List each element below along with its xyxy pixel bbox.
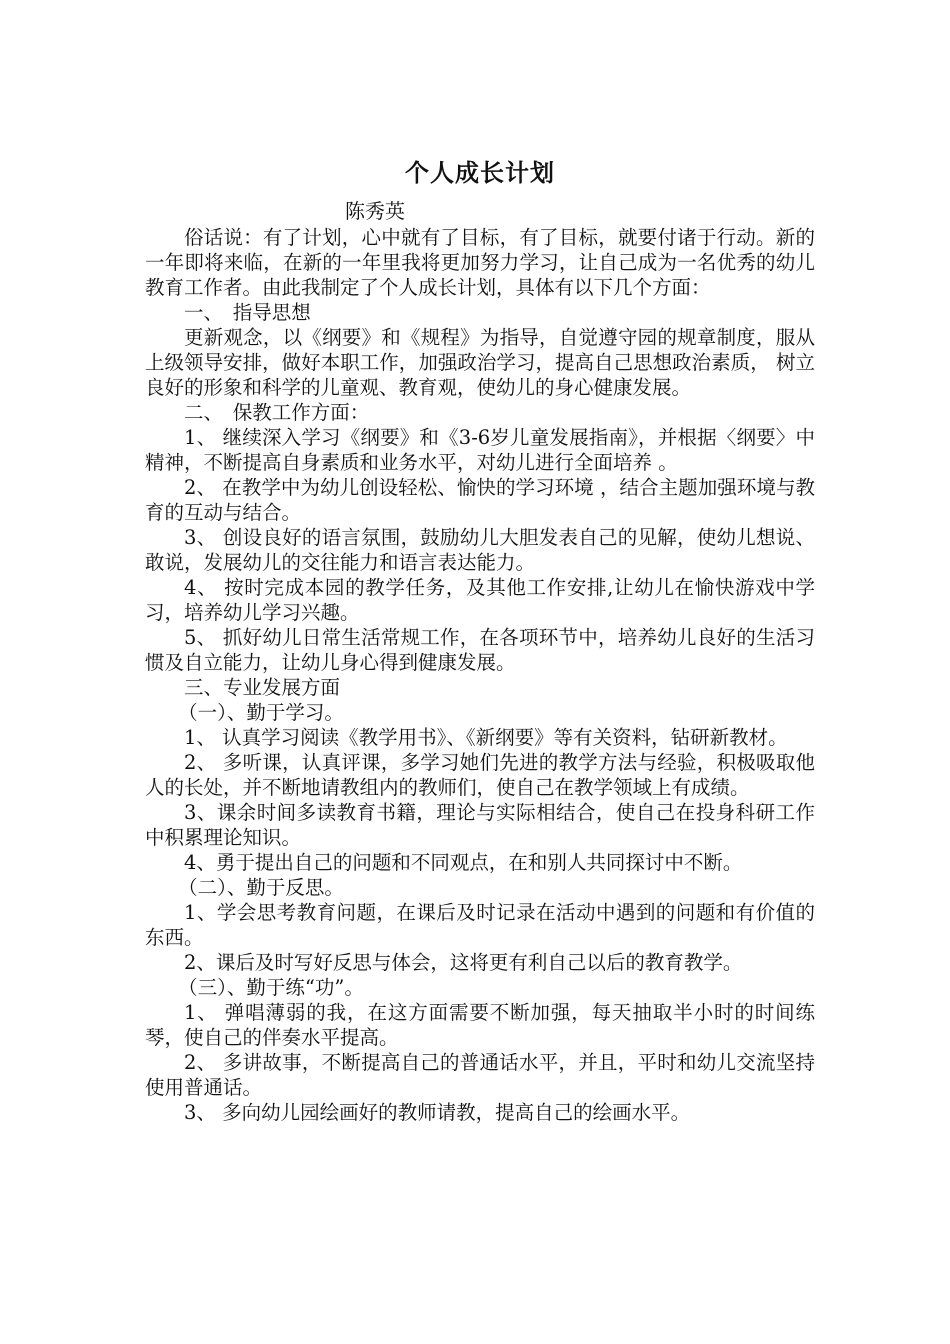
paragraph-intro: 俗话说：有了计划，心中就有了目标，有了目标，就要付诸于行动。新的一年即将来临，在新的一年里我将更加努力学习，让自己成为一名优秀的幼儿教育工作者。由此我制定了个人成长计划，具体有以下几个方面： (145, 226, 815, 299)
list-item: 2、 多讲故事，不断提高自己的普通话水平，并且，平时和幼儿交流坚持使用普通话。 (145, 1051, 815, 1099)
document-title: 个人成长计划 (405, 158, 555, 187)
list-item: 4、 按时完成本园的教学任务，及其他工作安排,让幼儿在愉快游戏中学习，培养幼儿学习兴趣。 (145, 576, 815, 624)
list-item: 2、 在教学中为幼儿创设轻松、愉快的学习环境 ，结合主题加强环境与教育的互动与结合。 (145, 476, 815, 524)
list-item: 2、 多听课，认真评课，多学习她们先进的教学方法与经验，积极吸取他人的长处，并不断地请教组内的教师们，使自己在教学领域上有成绩。 (145, 751, 815, 799)
list-item: 1、学会思考教育问题，在课后及时记录在活动中遇到的问题和有价值的东西。 (145, 901, 815, 949)
subsection-heading-practice: （三）、勤于练“功”。 (178, 976, 364, 999)
paragraph: 更新观念，以《纲要》和《规程》为指导，自觉遵守园的规章制度，服从上级领导安排，做好本职工作，加强政治学习，提高自己思想政治素质， 树立良好的形象和科学的儿童观、教育观，使幼儿的身心健康发展。 (145, 326, 815, 399)
list-item: 3、 多向幼儿园绘画好的教师请教，提高自己的绘画水平。 (184, 1101, 691, 1124)
section-heading-professional-development: 三、专业发展方面 (184, 676, 341, 699)
list-item: 5、 抓好幼儿日常生活常规工作，在各项环节中，培养幼儿良好的生活习惯及自立能力，让幼儿身心得到健康发展。 (145, 626, 815, 674)
list-item: 4、勇于提出自己的问题和不同观点，在和别人共同探讨中不断。 (184, 851, 743, 874)
list-item: 1、 认真学习阅读《教学用书》、《新纲要》等有关资料，钻研新教材。 (184, 726, 788, 749)
list-item: 3、课余时间多读教育书籍，理论与实际相结合，使自己在投身科研工作中积累理论知识。 (145, 801, 815, 849)
list-item: 1、 弹唱薄弱的我，在这方面需要不断加强，每天抽取半小时的时间练琴，使自己的伴奏水平提高。 (145, 1001, 815, 1049)
list-item: 3、 创设良好的语言氛围，鼓励幼儿大胆发表自己的见解，使幼儿想说、敢说，发展幼儿的交往能力和语言表达能力。 (145, 526, 815, 574)
section-heading-care-education: 二、 保教工作方面： (184, 401, 370, 424)
document-author: 陈秀英 (345, 199, 405, 223)
list-item: 1、 继续深入学习《纲要》和《3-6岁儿童发展指南》，并根据〈纲要〉中精神，不断提高自身素质和业务水平，对幼儿进行全面培养 。 (145, 426, 815, 474)
subsection-heading-reflection: （二）、勤于反思。 (178, 876, 344, 899)
document-page (145, 155, 815, 1125)
list-item: 2、课后及时写好反思与体会，这将更有利自己以后的教育教学。 (184, 951, 743, 974)
section-heading-guiding-thought: 一、 指导思想 (184, 301, 311, 324)
subsection-heading-learning: （一）、勤于学习。 (178, 701, 344, 724)
